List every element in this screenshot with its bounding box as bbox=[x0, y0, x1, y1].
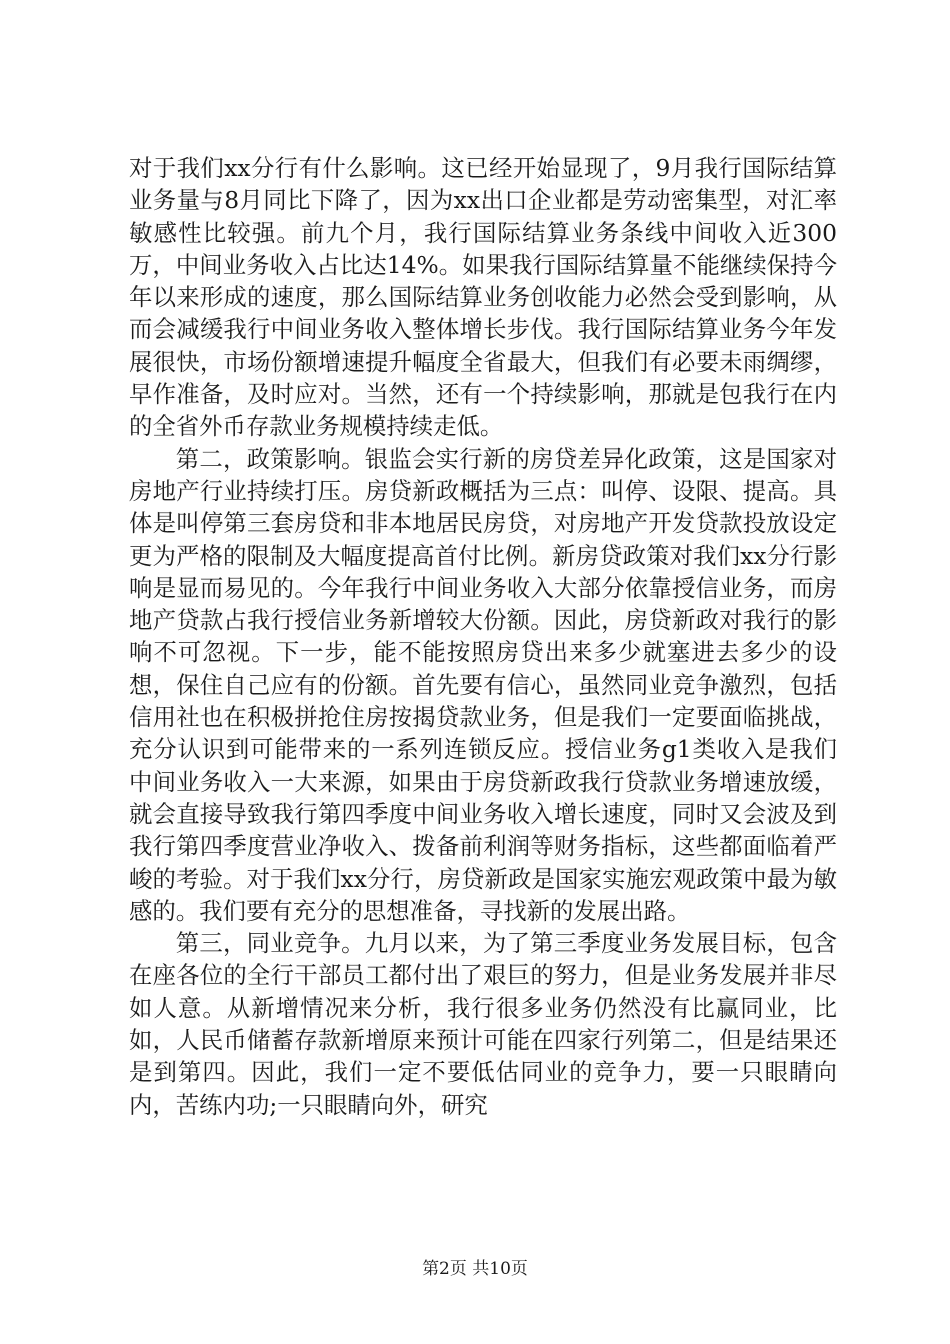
paragraph-3: 第三，同业竞争。九月以来，为了第三季度业务发展目标，包含在座各位的全行干部员工都付出了艰巨的努力，但是业务发展并非尽如人意。从新增情况来分析，我行很多业务仍然没有比赢同业，比如，人民币储蓄存款新增原来预计可能在四家行列第二，但是结果还是到第四。因此，我们一定不要低估同业的竞争力，要一只眼睛向内，苦练内功;一只眼睛向外，研究 bbox=[129, 929, 837, 1119]
page-number-footer: 第2页 共10页 bbox=[422, 1259, 528, 1279]
paragraph-2: 第二，政策影响。银监会实行新的房贷差异化政策，这是国家对房地产行业持续打压。房贷新政概括为三点：叫停、设限、提高。具体是叫停第三套房贷和非本地居民房贷，对房地产开发贷款投放设定更为严格的限制及大幅度提高首付比例。新房贷政策对我们xx分行影响是显而易见的。今年我行中间业务收入大部分依靠授信业务，而房地产贷款占我行授信业务新增较大份额。因此，房贷新政对我行的影响不可忽视。下一步，能不能按照房贷出来多少就塞进去多少的设想，保住自己应有的份额。首先要有信心，虽然同业竞争激烈，包括信用社也在积极拼抢住房按揭贷款业务，但是我们一定要面临挑战，充分认识到可能带来的一系列连锁反应。授信业务g1类收入是我们中间业务收入一大来源，如果由于房贷新政我行贷款业务增速放缓，就会直接导致我行第四季度中间业务收入增长速度，同时又会波及到我行第四季度营业净收入、拨备前利润等财务指标，这些都面临着严峻的考验。对于我们xx分行，房贷新政是国家实施宏观政策中最为敏感的。我们要有充分的思想准备，寻找新的发展出路。 bbox=[129, 444, 837, 925]
body-text bbox=[129, 152, 837, 1121]
paragraph-1: 对于我们xx分行有什么影响。这已经开始显现了，9月我行国际结算业务量与8月同比下降了，因为xx出口企业都是劳动密集型，对汇率敏感性比较强。前九个月，我行国际结算业务条线中间收入近300万，中间业务收入占比达14%。如果我行国际结算量不能继续保持今年以来形成的速度，那么国际结算业务创收能力必然会受到影响，从而会减缓我行中间业务收入整体增长步伐。我行国际结算业务今年发展很快，市场份额增速提升幅度全省最大，但我们有必要未雨绸缪，早作准备，及时应对。当然，还有一个持续影响，那就是包我行在内的全省外币存款业务规模持续走低。 bbox=[129, 154, 837, 441]
